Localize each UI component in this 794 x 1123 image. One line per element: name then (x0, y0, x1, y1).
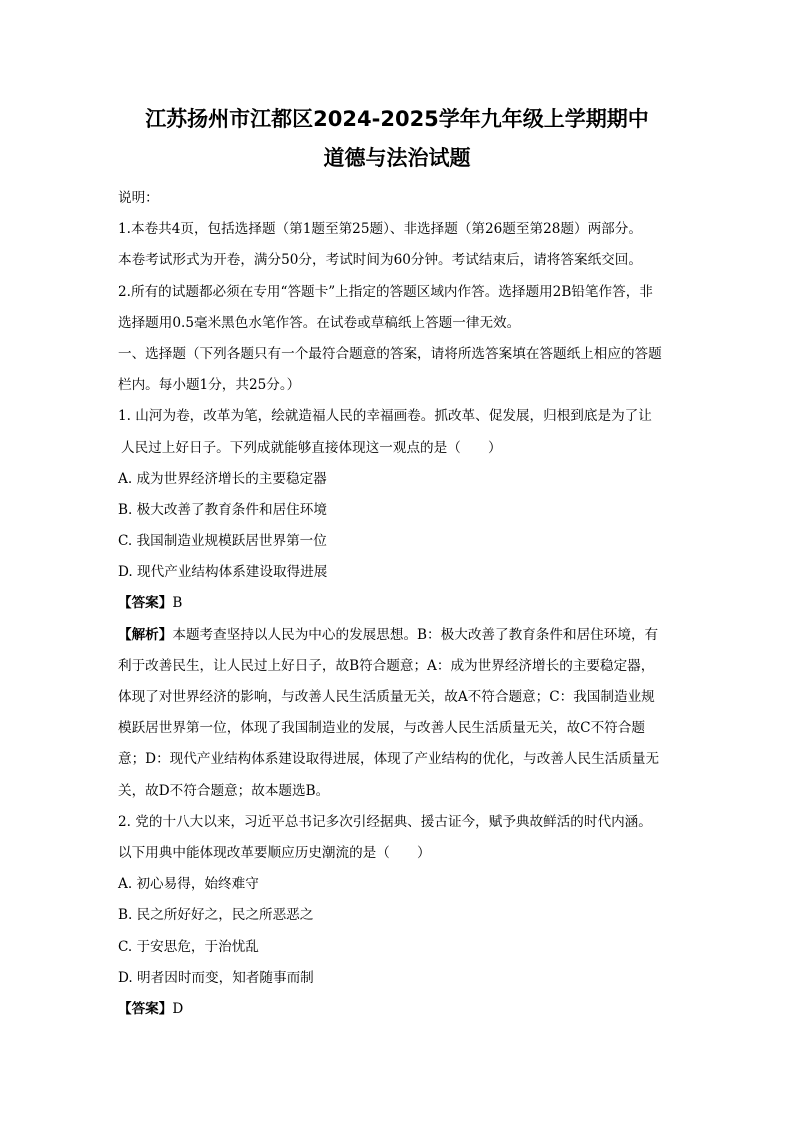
document-subtitle: 道德与法治试题 (323, 146, 471, 170)
answer-value: B (172, 595, 183, 612)
section-heading: 栏内。每小题1分，共25分。） (118, 377, 301, 394)
question-2-option-b: B. 民之所好好之，民之所恶恶之 (118, 907, 314, 924)
question-2-answer (118, 994, 678, 1025)
analysis-text: 本题考查坚持以人民为中心的发展思想。B：极大改善了教育条件和居住环境，有 (172, 626, 659, 643)
question-1-answer (118, 588, 678, 619)
question-1-analysis: 关，故D不符合题意；故本题选B。 (118, 782, 330, 799)
question-1-analysis: 模跃居世界第一位，体现了我国制造业的发展，与改善人民生活质量无关，故C不符合题 (118, 720, 645, 737)
section-heading: 一、选择题（下列各题只有一个最符合题意的答案，请将所选答案填在答题纸上相应的答题 (118, 345, 662, 362)
question-1-stem: 1. 山河为卷，改革为笔，绘就造福人民的幸福画卷。抓改革、促发展，归根到底是为了让 (118, 408, 652, 425)
answer-label: 【答案】 (118, 1000, 173, 1017)
instructions-heading: 说明： (118, 190, 159, 206)
question-1-analysis: 利于改善民生，让人民过上好日子，故B符合题意；A：成为世界经济增长的主要稳定器， (118, 657, 655, 674)
instruction-line: 本卷考试形式为开卷，满分50分，考试时间为60分钟。考试结束后，请将答案纸交回。 (118, 252, 642, 269)
instruction-line: 选择题用0.5毫米黑色水笔作答。在试卷或草稿纸上答题一律无效。 (118, 314, 521, 331)
instruction-line: 2.所有的试题都必须在专用“答题卡”上指定的答题区域内作答。选择题用2B铅笔作答，非 (118, 283, 653, 300)
question-1-option-b: B. 极大改善了教育条件和居住环境 (118, 501, 327, 518)
question-1-analysis: 意；D：现代产业结构体系建设取得进展，体现了产业结构的优化，与改善人民生活质量无 (118, 751, 660, 768)
question-1-analysis (118, 620, 678, 651)
question-2-option-a: A. 初心易得，始终难守 (118, 876, 259, 893)
document-title: 江苏扬州市江都区2024-2025学年九年级上学期期中 (145, 107, 649, 131)
analysis-label: 【解析】 (118, 626, 173, 643)
question-1-option-c: C. 我国制造业规模跃居世界第一位 (118, 533, 327, 550)
question-2-stem: 2. 党的十八大以来，习近平总书记多次引经据典、援古证今，赋予典故鲜活的时代内涵。 (118, 813, 652, 830)
question-2-option-c: C. 于安思危，于治忧乱 (118, 938, 259, 955)
question-1-analysis: 体现了对世界经济的影响，与改善人民生活质量无关，故A不符合题意；C：我国制造业规 (118, 689, 655, 705)
question-2-stem: 以下用典中能体现改革要顺应历史潮流的是（ ） (118, 844, 431, 861)
question-1-option-a: A. 成为世界经济增长的主要稳定器 (118, 470, 327, 487)
question-2-option-d: D. 明者因时而变，知者随事而制 (118, 969, 314, 986)
answer-value: D (172, 1000, 184, 1017)
instruction-line: 1.本卷共4页，包括选择题（第1题至第25题）、非选择题（第26题至第28题）两部分。 (118, 221, 642, 238)
question-1-stem: 人民过上好日子。下列成就能够直接体现这一观点的是（ ） (121, 439, 502, 456)
question-1-option-d: D. 现代产业结构体系建设取得进展 (118, 564, 328, 581)
answer-label: 【答案】 (118, 595, 173, 612)
document-body (118, 183, 678, 1025)
